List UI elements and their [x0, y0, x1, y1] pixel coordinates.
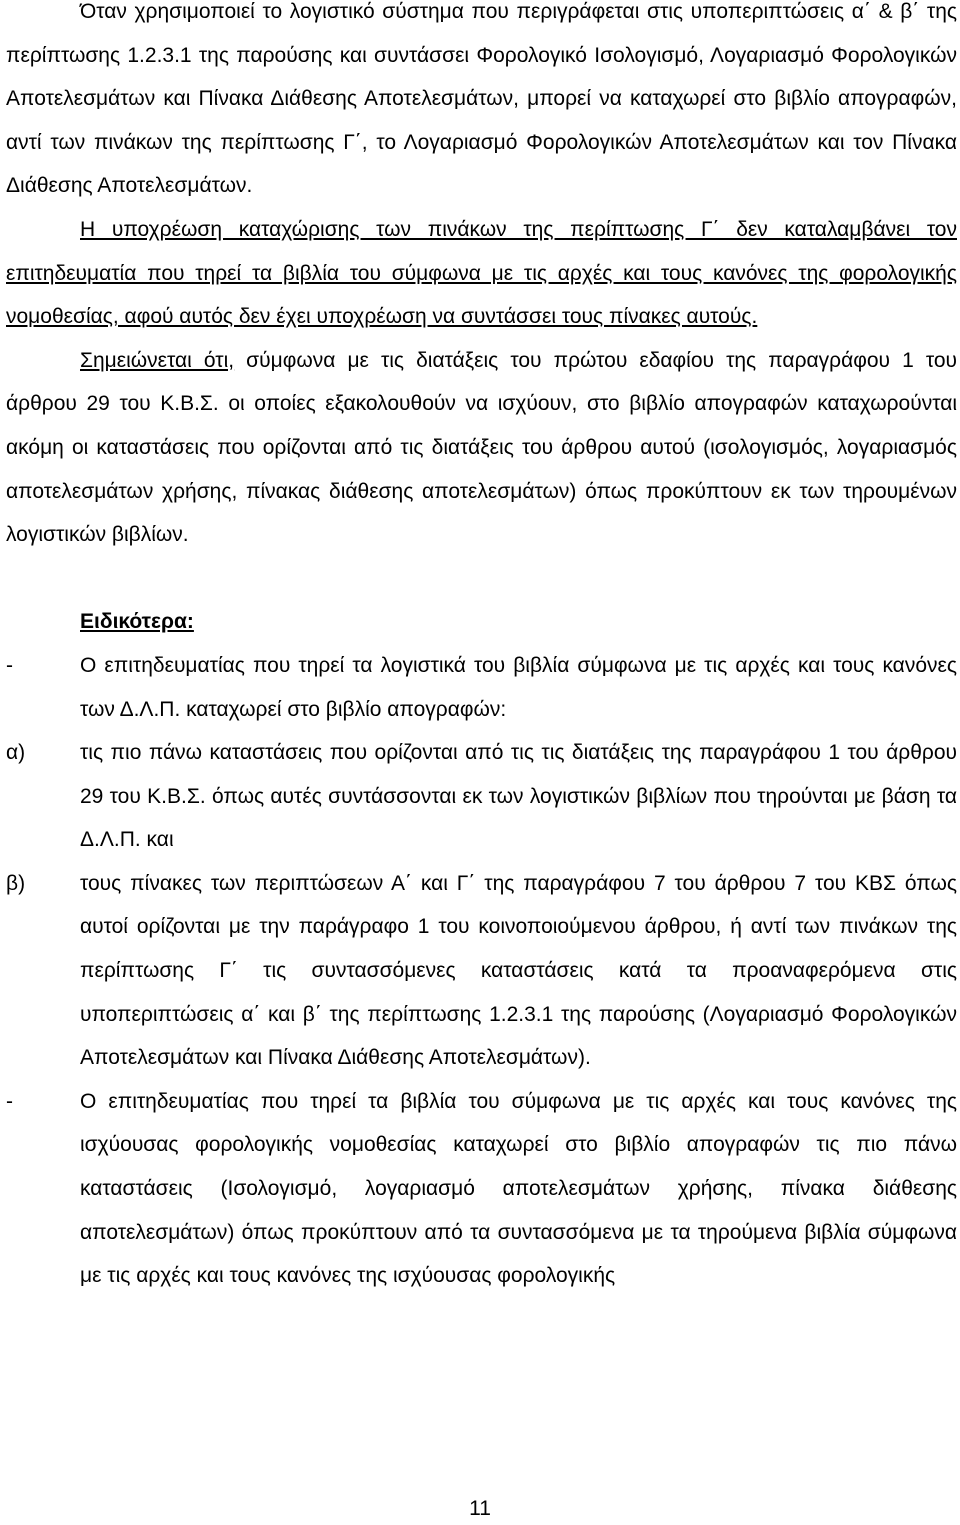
paragraph-3 — [6, 339, 957, 557]
list-item-1-marker: - — [6, 653, 13, 677]
paragraph-3-underlined: Σημειώνεται ότι, — [80, 348, 235, 372]
sub-item-b-marker: β) — [6, 871, 26, 895]
sub-item-a-marker: α) — [6, 741, 26, 765]
list-item-2-text: Ο επιτηδευματίας που τηρεί τα βιβλία του σύμφωνα με τις αρχές και τους κανόνες της ισχύουσας φορολογικής νομοθεσίας καταχωρεί στο βιβλίο απογραφών τις πιο πάνω καταστάσεις (Ισολογισμό, λογαριασμό αποτελεσμάτων χρήσης, πίνακα διάθεσης αποτελεσμάτων) όπως προκύπτουν από τα συντασσόμενα με τα τηρούμενα βιβλία σύμφωνα με τις αρχές και τους κανόνες της ισχύουσας φορολογικής — [80, 1089, 957, 1288]
sub-item-b — [6, 862, 957, 1080]
page-number: 11 — [469, 1497, 491, 1520]
section-heading: Ειδικότερα: — [80, 610, 194, 634]
list-item-2 — [6, 1080, 957, 1298]
list-item-1-text: Ο επιτηδευματίας που τηρεί τα λογιστικά του βιβλία σύμφωνα με τις αρχές και τους κανόνες των Δ.Λ.Π. καταχωρεί στο βιβλίο απογραφών: — [80, 653, 957, 721]
list-item-2-marker: - — [6, 1089, 13, 1113]
sub-item-a-text: τις πιο πάνω καταστάσεις που ορίζονται από τις τις διατάξεις της παραγράφου 1 του άρθρου 29 του Κ.Β.Σ. όπως αυτές συντάσσονται εκ των λογιστικών βιβλίων που τηρούνται με βάση τα Δ.Λ.Π. και — [80, 741, 957, 852]
paragraph-1: Όταν χρησιμοποιεί το λογιστικό σύστημα που περιγράφεται στις υποπεριπτώσεις α΄ & β΄ της περίπτωσης 1.2.3.1 της παρούσης και συντάσσει Φορολογικό Ισολογισμό, Λογαριασμό Φορολογικών Αποτελεσμάτων και Πίνακα Διάθεσης Αποτελεσμάτων, μπορεί να καταχωρεί στο βιβλίο απογραφών, αντί των πινάκων της περίπτωσης Γ΄, το Λογαριασμό Φορολογικών Αποτελεσμάτων και τον Πίνακα Διάθεσης Αποτελεσμάτων. — [6, 0, 957, 198]
document-page — [6, 0, 957, 1298]
list-item-1 — [6, 644, 957, 731]
spacer — [6, 557, 957, 601]
sub-item-b-text: τους πίνακες των περιπτώσεων Α΄ και Γ΄ της παραγράφου 7 του άρθρου 7 του ΚΒΣ όπως αυτοί ορίζονται με την παράγραφο 1 του κοινοποιούμενου άρθρου, ή αντί των πινάκων της περίπτωσης Γ΄ τις συντασσόμενες καταστάσεις κατά τα προαναφερόμενα στις υποπεριπτώσεις α΄ και β΄ της περίπτωσης 1.2.3.1 της παρούσης (Λογαριασμό Φορολογικών Αποτελεσμάτων και Πίνακα Διάθεσης Αποτελεσμάτων). — [80, 871, 957, 1070]
sub-item-a — [6, 731, 957, 862]
paragraph-2: Η υποχρέωση καταχώρισης των πινάκων της περίπτωσης Γ΄ δεν καταλαμβάνει τον επιτηδευματία που τηρεί τα βιβλία του σύμφωνα με τις αρχές και τους κανόνες της φορολογικής νομοθεσίας, αφού αυτός δεν έχει υποχρέωση να συντάσσει τους πίνακες αυτούς. — [6, 217, 957, 329]
paragraph-3-rest: σύμφωνα με τις διατάξεις του πρώτου εδαφίου της παραγράφου 1 του άρθρου 29 του Κ.Β.Σ. οι οποίες εξακολουθούν να ισχύουν, στο βιβλίο απογραφών καταχωρούνται ακόμη οι καταστάσεις που ορίζονται από τις διατάξεις του άρθρου αυτού (ισολογισμός, λογαριασμός αποτελεσμάτων χρήσης, πίνακας διάθεσης αποτελεσμάτων) όπως προκύπτουν εκ των τηρουμένων λογιστικών βιβλίων. — [6, 348, 957, 547]
